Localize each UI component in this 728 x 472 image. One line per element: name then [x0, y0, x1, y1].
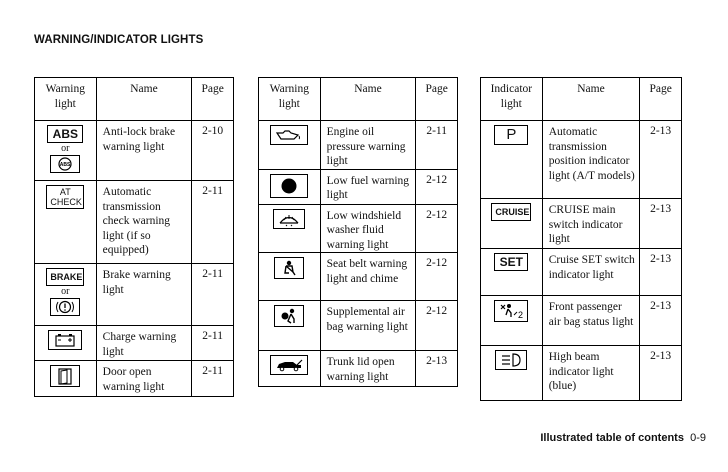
light-name: CRUISE main switch indicator light — [542, 199, 640, 249]
page-ref: 2-11 — [416, 121, 458, 170]
svg-text:2: 2 — [518, 310, 524, 320]
battery-icon — [48, 330, 82, 350]
light-name: Cruise SET switch indicator light — [542, 249, 640, 296]
footer-page-number: 0-9 — [690, 432, 706, 444]
page-ref: 2-11 — [192, 181, 234, 264]
warning-lights-table-1 — [34, 77, 234, 397]
table-row — [259, 169, 458, 204]
warning-lights-table-2 — [258, 77, 458, 387]
cruise-icon: CRUISE — [491, 203, 531, 221]
page-ref: 2-13 — [640, 249, 682, 296]
brake-icon: BRAKE — [46, 268, 84, 286]
table-row — [259, 301, 458, 351]
page-ref: 2-11 — [192, 264, 234, 326]
table-row — [35, 361, 234, 397]
page-ref: 2-11 — [192, 326, 234, 361]
abs-icon: ABS — [47, 125, 83, 143]
header-warning-light: Warning light — [259, 78, 321, 121]
page-ref: 2-13 — [640, 296, 682, 346]
page-footer — [540, 432, 706, 444]
light-name: Charge warning light — [96, 326, 192, 361]
set-icon: SET — [494, 253, 528, 271]
table-row — [259, 351, 458, 387]
page-ref: 2-13 — [640, 199, 682, 249]
washer-icon — [273, 209, 305, 229]
page-ref: 2-13 — [640, 346, 682, 401]
table-row — [259, 121, 458, 170]
light-name: Supplemental air bag warning light — [320, 301, 416, 351]
light-name: High beam indicator light (blue) — [542, 346, 640, 401]
page-ref: 2-13 — [416, 351, 458, 387]
page-ref: 2-11 — [192, 361, 234, 397]
svg-text:ABS: ABS — [60, 162, 71, 168]
high-beam-icon — [495, 350, 527, 370]
header-name: Name — [542, 78, 640, 121]
passenger-airbag-icon — [494, 300, 528, 322]
header-warning-light: Warning light — [35, 78, 97, 121]
table-row — [481, 346, 682, 401]
light-name: Brake warning light — [96, 264, 192, 326]
light-name: Anti-lock brake warning light — [96, 121, 192, 181]
header-page: Page — [640, 78, 682, 121]
or-label: or — [61, 286, 70, 297]
table-row — [35, 181, 234, 264]
door-open-icon — [50, 365, 80, 387]
table-row — [481, 296, 682, 346]
page-ref: 2-12 — [416, 169, 458, 204]
header-page: Page — [192, 78, 234, 121]
trunk-icon — [270, 355, 308, 375]
light-name: Low fuel warning light — [320, 169, 416, 204]
oil-can-icon — [270, 125, 308, 145]
light-name: Trunk lid open warning light — [320, 351, 416, 387]
table-row — [259, 204, 458, 253]
or-label: or — [61, 143, 70, 154]
page-ref: 2-10 — [192, 121, 234, 181]
light-name: Seat belt warning light and chime — [320, 253, 416, 301]
page-ref: 2-13 — [640, 121, 682, 199]
brake-circle-icon — [50, 298, 80, 316]
light-name: Engine oil pressure warning light — [320, 121, 416, 170]
light-name: Front passenger air bag status light — [542, 296, 640, 346]
park-position-icon: P — [494, 125, 528, 145]
fuel-dot-icon — [270, 174, 308, 198]
header-name: Name — [320, 78, 416, 121]
airbag-icon — [274, 305, 304, 327]
indicator-lights-table — [480, 77, 682, 401]
table-row — [481, 199, 682, 249]
table-row — [35, 326, 234, 361]
header-indicator-light: Indicator light — [481, 78, 543, 121]
at-check-icon: AT CHECK — [46, 185, 84, 209]
section-title: WARNING/INDICATOR LIGHTS — [34, 34, 204, 46]
page-ref: 2-12 — [416, 301, 458, 351]
table-row — [481, 121, 682, 199]
table-row — [35, 264, 234, 326]
seat-belt-icon — [274, 257, 304, 279]
table-row — [259, 253, 458, 301]
light-name: Low windshield washer fluid warning light — [320, 204, 416, 253]
table-row — [481, 249, 682, 296]
footer-label: Illustrated table of contents — [540, 432, 684, 444]
page-ref: 2-12 — [416, 253, 458, 301]
header-page: Page — [416, 78, 458, 121]
abs-circle-icon — [50, 155, 80, 173]
header-name: Name — [96, 78, 192, 121]
page-ref: 2-12 — [416, 204, 458, 253]
light-name: Automatic transmission position indicator light (A/T models) — [542, 121, 640, 199]
table-row — [35, 121, 234, 181]
light-name: Door open warning light — [96, 361, 192, 397]
light-name: Automatic transmission check warning light (if so equipped) — [96, 181, 192, 264]
